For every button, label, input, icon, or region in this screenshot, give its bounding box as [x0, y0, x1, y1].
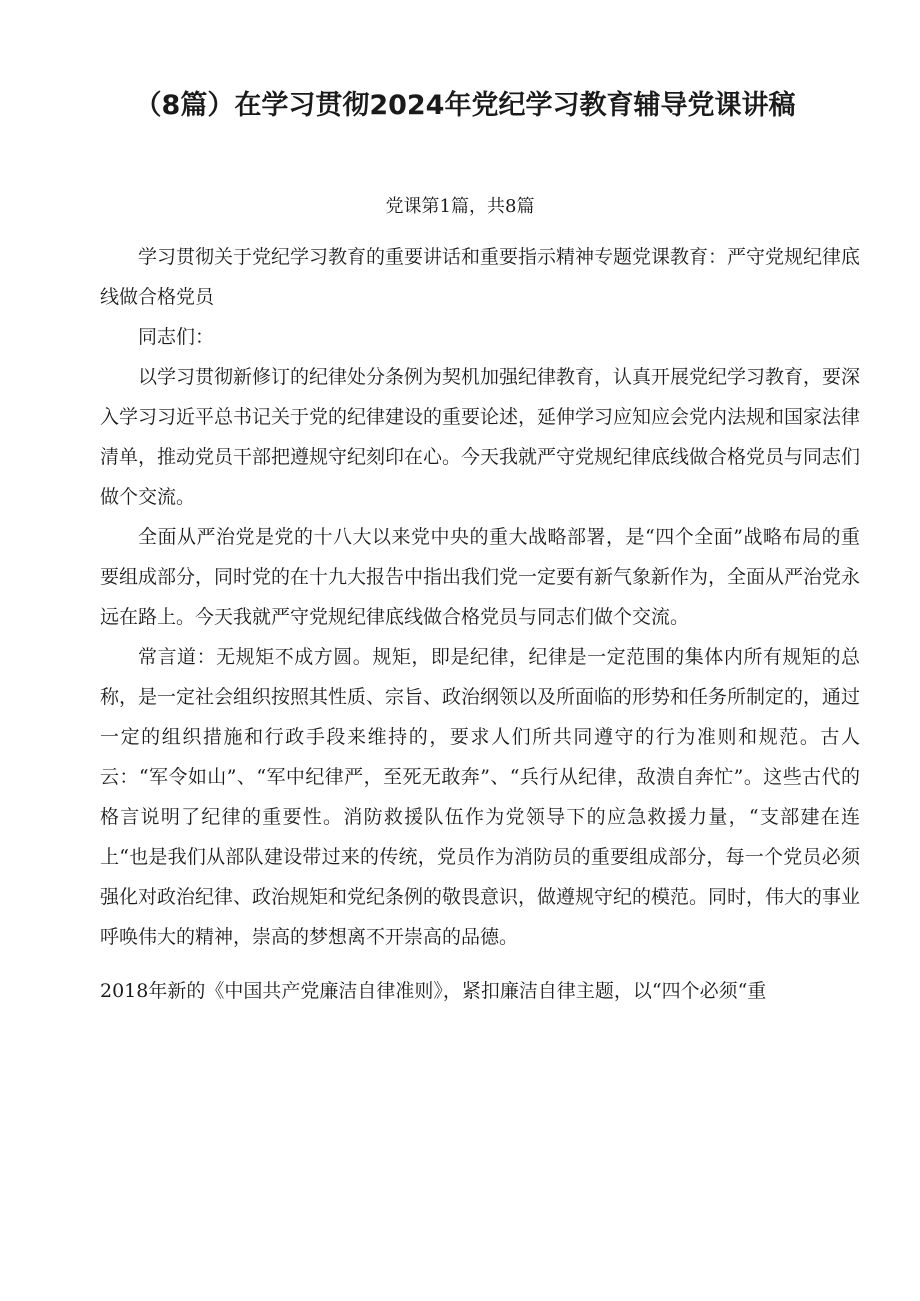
- document-subtitle: 党课第1篇，共8篇: [385, 196, 535, 217]
- paragraph-continued: 2018年新的《中国共产党廉洁自律准则》，紧扣廉洁自律主题，以“四个必须“重: [100, 980, 767, 1002]
- paragraph-greeting: 同志们：: [138, 326, 215, 348]
- paragraph-strategy: 全面从严治党是党的十八大以来党中央的重大战略部署，是“四个全面”战略布局的重要组成部分，同时党的在十九大报告中指出我们党一定要有新气象新作为，全面从严治党永远在路上。今天我就严守党规纪律底线做合格党员与同志们做个交流。: [100, 526, 861, 628]
- paragraph-topic: 学习贯彻关于党纪学习教育的重要讲话和重要指示精神专题党课教育：严守党规纪律底线做合格党员: [100, 246, 861, 308]
- document-body: [100, 237, 860, 1011]
- paragraph-intro: 以学习贯彻新修订的纪律处分条例为契机加强纪律教育，认真开展党纪学习教育，要深入学习习近平总书记关于党的纪律建设的重要论述，延伸学习应知应会党内法规和国家法律清单，推动党员干部把遵规守纪刻印在心。今天我就严守党规纪律底线做合格党员与同志们做个交流。: [100, 366, 861, 508]
- document-title: （8篇）在学习贯彻2024年党纪学习教育辅导党课讲稿: [134, 90, 796, 121]
- paragraph-discipline: 常言道：无规矩不成方圆。规矩，即是纪律，纪律是一定范围的集体内所有规矩的总称，是一定社会组织按照其性质、宗旨、政治纲领以及所面临的形势和任务所制定的，通过一定的组织措施和行政手段来维持的，要求人们所共同遵守的行为准则和规范。古人云：“军令如山”、“军中纪律严，至死无敢奔”、“兵行从纪律，敌溃自奔忙”。这些古代的格言说明了纪律的重要性。消防救援队伍作为党领导下的应急救援力量，“支部建在连上“也是我们从部队建设带过来的传统，党员作为消防员的重要组成部分，每一个党员必须强化对政治纪律、政治规矩和党纪条例的敬畏意识，做遵规守纪的模范。同时，伟大的事业呼唤伟大的精神，崇高的梦想离不开崇高的品德。: [100, 646, 861, 948]
